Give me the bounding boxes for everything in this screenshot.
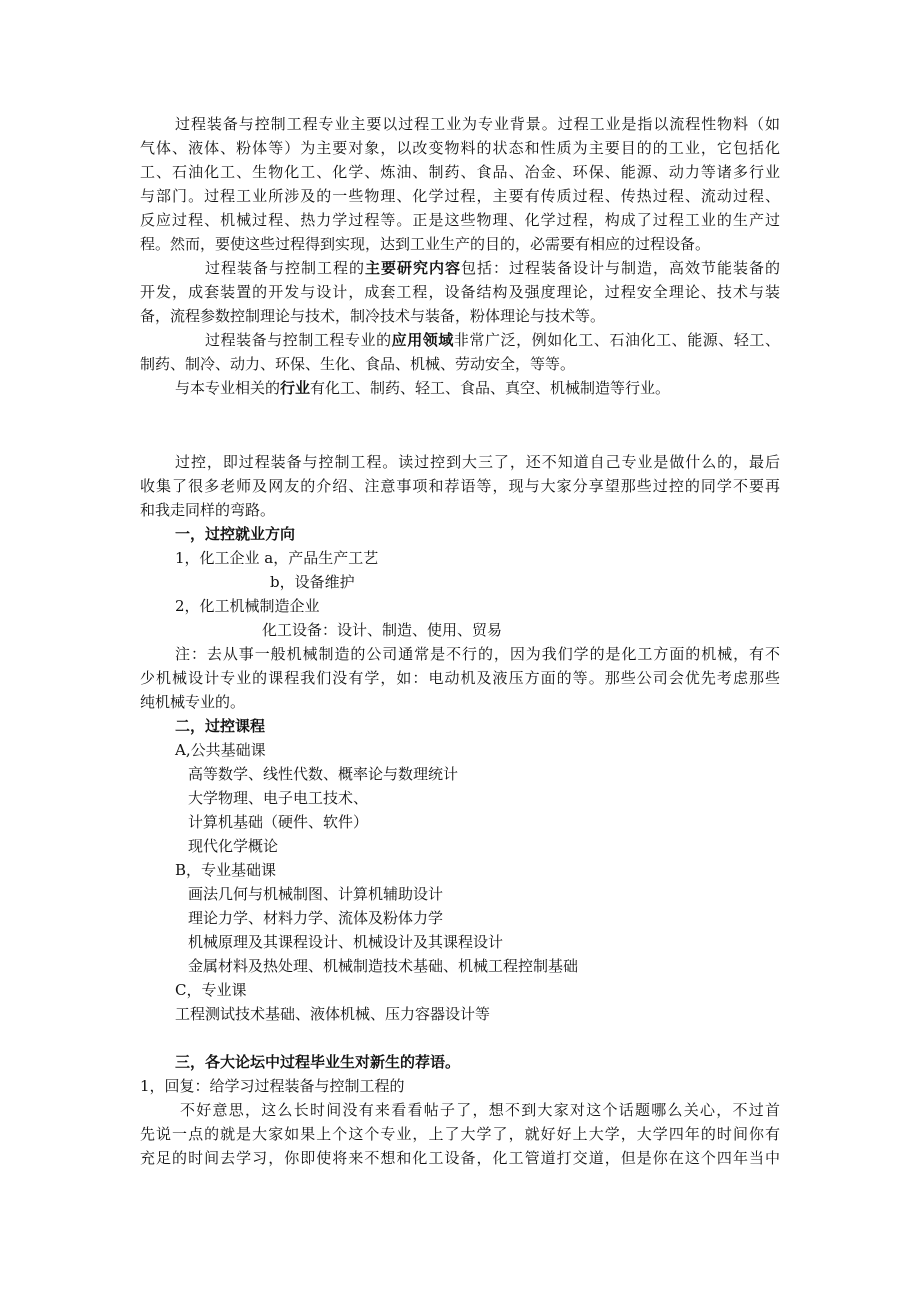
intro-p2-line-3: 备，流程参数控制理论与技术，制冷技术与装备，粉体理论与技术等。	[140, 307, 606, 325]
intro-p1-line-3: 工、石油化工、生物化工、化学、炼油、制药、食品、冶金、环保、能源、动力等诸多行业	[140, 163, 780, 181]
section-1-line-1: 1，化工企业 a，产品生产工艺	[175, 549, 379, 567]
intro-p3-line-2: 制药、制冷、动力、环保、生化、食品、机械、劳动安全，等等。	[140, 355, 576, 373]
intro-p2-pre: 过程装备与控制工程的	[205, 259, 365, 277]
intro-p4-line-1	[175, 376, 670, 400]
intro-p3-bold: 应用领域	[391, 331, 454, 349]
course-group-a: A,公共基础课	[175, 741, 266, 759]
course-a-item: 大学物理、电子电工技术、	[188, 789, 369, 807]
guide-p1-line-2: 收集了很多老师及网友的介绍、注意事项和荐语等，现与大家分享望那些过控的同学不要再	[140, 477, 780, 495]
intro-p2-post: 包括：过程装备设计与制造，高效节能装备的	[461, 259, 780, 277]
intro-p3-post: 非常广泛，例如化工、石油化工、能源、轻工、	[453, 331, 780, 349]
intro-p2-line-1	[205, 256, 780, 280]
section-1-line-4: 化工设备：设计、制造、使用、贸易	[262, 621, 503, 639]
section-3-p-line-3: 充足的时间去学习，你即使将来不想和化工设备，化工管道打交道，但是你在这个四年当中	[140, 1149, 780, 1167]
course-c-item: 工程测试技术基础、液体机械、压力容器设计等	[175, 1005, 491, 1023]
section-3-line-1: 1，回复：给学习过程装备与控制工程的	[140, 1077, 405, 1095]
section-1-line-3: 2，化工机械制造企业	[175, 597, 320, 615]
intro-p1-line-4: 与部门。过程工业所涉及的一些物理、化学过程，主要有传质过程、传热过程、流动过程、	[140, 187, 780, 205]
course-b-item: 画法几何与机械制图、计算机辅助设计	[188, 885, 444, 903]
note-line-2: 少机械设计专业的课程我们没有学，如：电动机及液压方面的等。那些公司会优先考虑那些	[140, 669, 780, 687]
section-1-line-2: b，设备维护	[270, 573, 355, 591]
intro-p4-post: 有化工、制药、轻工、食品、真空、机械制造等行业。	[310, 379, 671, 397]
note-line-3: 纯机械专业的。	[140, 693, 246, 711]
intro-p1-line-5: 反应过程、机械过程、热力学过程等。正是这些物理、化学过程，构成了过程工业的生产过	[140, 211, 780, 229]
section-3-title: 三，各大论坛中过程毕业生对新生的荐语。	[175, 1053, 461, 1071]
note-line-1: 注：去从事一般机械制造的公司通常是不行的，因为我们学的是化工方面的机械，有不	[175, 645, 780, 663]
intro-p4-pre: 与本专业相关的	[175, 379, 281, 397]
intro-p4-bold: 行业	[280, 379, 311, 397]
section-1-title: 一，过控就业方向	[175, 525, 296, 543]
course-b-item: 理论力学、材料力学、流体及粉体力学	[188, 909, 444, 927]
intro-p1-line-6: 程。然而，要使这些过程得到实现，达到工业生产的目的，必需要有相应的过程设备。	[140, 235, 711, 253]
course-b-item: 金属材料及热处理、机械制造技术基础、机械工程控制基础	[188, 957, 579, 975]
guide-p1-line-1: 过控，即过程装备与控制工程。读过控到大三了，还不知道自己专业是做什么的，最后	[175, 453, 780, 471]
intro-p3-pre: 过程装备与控制工程专业的	[205, 331, 392, 349]
section-3-p-line-1: 不好意思，这么长时间没有来看看帖子了，想不到大家对这个话题哪么关心，不过首	[180, 1101, 780, 1119]
section-2-title: 二，过控课程	[175, 717, 266, 735]
course-a-item: 现代化学概论	[188, 837, 279, 855]
course-group-c: C，专业课	[175, 981, 247, 999]
course-a-item: 计算机基础（硬件、软件）	[188, 813, 369, 831]
course-a-item: 高等数学、线性代数、概率论与数理统计	[188, 765, 459, 783]
intro-p2-line-2: 开发，成套装置的开发与设计，成套工程，设备结构及强度理论，过程安全理论、技术与装	[140, 283, 780, 301]
course-b-item: 机械原理及其课程设计、机械设计及其课程设计	[188, 933, 504, 951]
course-group-b: B，专业基础课	[175, 861, 277, 879]
intro-p1-line-2: 气体、液体、粉体等）为主要对象，以改变物料的状态和性质为主要目的的工业，它包括化	[140, 139, 780, 157]
intro-p1-line-1: 过程装备与控制工程专业主要以过程工业为专业背景。过程工业是指以流程性物料（如	[175, 115, 780, 133]
section-3-p-line-2: 先说一点的就是大家如果上个这个专业，上了大学了，就好好上大学，大学四年的时间你有	[140, 1125, 780, 1143]
intro-p3-line-1	[205, 328, 780, 352]
intro-p2-bold: 主要研究内容	[365, 259, 461, 277]
guide-p1-line-3: 和我走同样的弯路。	[140, 501, 276, 519]
